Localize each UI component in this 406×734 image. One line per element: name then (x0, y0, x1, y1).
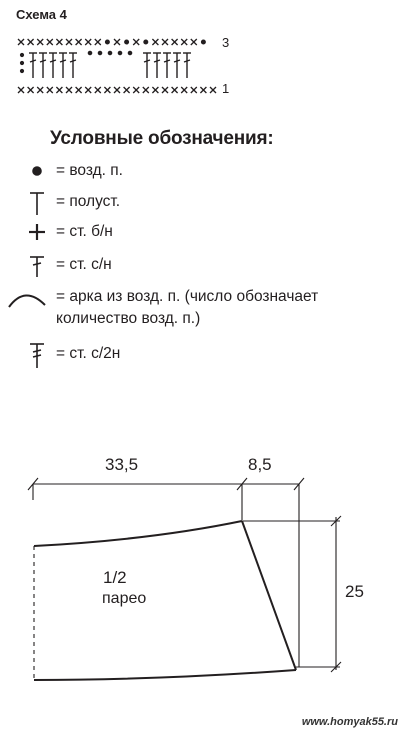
chart-cross-stitch (104, 87, 110, 93)
piece-name: парео (102, 590, 147, 607)
chart-cross-stitch (85, 87, 91, 93)
watermark: www.homyak55.ru (301, 716, 398, 728)
chart-cross-stitch (114, 39, 120, 45)
dagger-icon (30, 257, 44, 277)
chart-cross-stitch (95, 39, 101, 45)
legend-item-double-crochet: = ст. с/н (56, 256, 112, 273)
chart-cross-stitch (37, 39, 43, 45)
chart-cross-stitch (172, 39, 178, 45)
t-stitch-icon (30, 193, 44, 215)
legend-item-arch: = арка из возд. п. (число обозначает количество возд. п.) (56, 288, 319, 327)
row-number-3: 3 (222, 35, 230, 50)
chart-cross-stitch (47, 87, 53, 93)
chart-chain-dot (20, 53, 23, 56)
chart-cross-stitch (76, 39, 82, 45)
chart-cross-stitch (66, 87, 72, 93)
chart-double-crochet (59, 53, 67, 78)
chart-cross-stitch (200, 87, 206, 93)
crochet-chart (18, 39, 216, 93)
chart-chain-dot (88, 51, 92, 55)
chart-cross-stitch (152, 39, 158, 45)
dot-icon (33, 167, 41, 175)
chart-chain-dot (128, 51, 132, 55)
chart-chain-dot (144, 40, 148, 44)
chart-cross-stitch (114, 87, 120, 93)
chart-chain-dot (118, 51, 122, 55)
scheme-title: Схема 4 (16, 7, 67, 22)
legend-title: Условные обозначения: (50, 128, 274, 149)
chart-cross-stitch (133, 87, 139, 93)
row-number-1: 1 (222, 81, 230, 96)
chart-cross-stitch (47, 39, 53, 45)
chart-cross-stitch (66, 39, 72, 45)
chart-cross-stitch (152, 87, 158, 93)
chart-cross-stitch (56, 39, 62, 45)
chart-cross-stitch (76, 87, 82, 93)
pareo-outline (34, 521, 296, 680)
legend-item-chain: = возд. п. (56, 162, 123, 179)
dimension-height: 25 (345, 582, 364, 601)
chart-cross-stitch (191, 87, 197, 93)
chart-chain-dot (20, 69, 23, 72)
arch-icon (9, 295, 45, 307)
chart-cross-stitch (172, 87, 178, 93)
chart-cross-stitch (28, 87, 34, 93)
chart-cross-stitch (28, 39, 34, 45)
chart-cross-stitch (56, 87, 62, 93)
chart-cross-stitch (143, 87, 149, 93)
chart-cross-stitch (95, 87, 101, 93)
chart-cross-stitch (191, 39, 197, 45)
chart-cross-stitch (85, 39, 91, 45)
legend-item-slip-stitch: = полуст. (56, 193, 121, 210)
chart-cross-stitch (181, 87, 187, 93)
chart-chain-dot (108, 51, 112, 55)
chart-cross-stitch (162, 87, 168, 93)
chart-double-crochet (153, 53, 161, 78)
legend-item-single-crochet: = ст. б/н (56, 223, 113, 240)
chart-double-crochet (183, 53, 191, 78)
chart-cross-stitch (133, 39, 139, 45)
chart-double-crochet (29, 53, 37, 78)
piece-fraction: 1/2 (103, 568, 127, 587)
chart-chain-dot (105, 40, 109, 44)
chart-cross-stitch (37, 87, 43, 93)
chart-double-crochet (39, 53, 47, 78)
plus-icon (29, 224, 45, 240)
chart-double-crochet (49, 53, 57, 78)
chart-chain-dot (125, 40, 129, 44)
chart-cross-stitch (18, 39, 24, 45)
chart-double-crochet (173, 53, 181, 78)
chart-double-crochet (163, 53, 171, 78)
legend-item-treble-crochet: = ст. с/2н (56, 345, 121, 362)
chart-cross-stitch (210, 87, 216, 93)
chart-cross-stitch (124, 87, 130, 93)
chart-cross-stitch (162, 39, 168, 45)
chart-double-crochet (69, 53, 77, 78)
dimension-top-width: 33,5 (105, 455, 139, 474)
chart-chain-dot (98, 51, 102, 55)
chart-chain-dot (20, 61, 23, 64)
double-dagger-icon (30, 344, 44, 368)
chart-cross-stitch (181, 39, 187, 45)
dimension-flare: 8,5 (248, 455, 272, 474)
chart-cross-stitch (18, 87, 24, 93)
chart-double-crochet (143, 53, 151, 78)
chart-chain-dot (201, 40, 205, 44)
